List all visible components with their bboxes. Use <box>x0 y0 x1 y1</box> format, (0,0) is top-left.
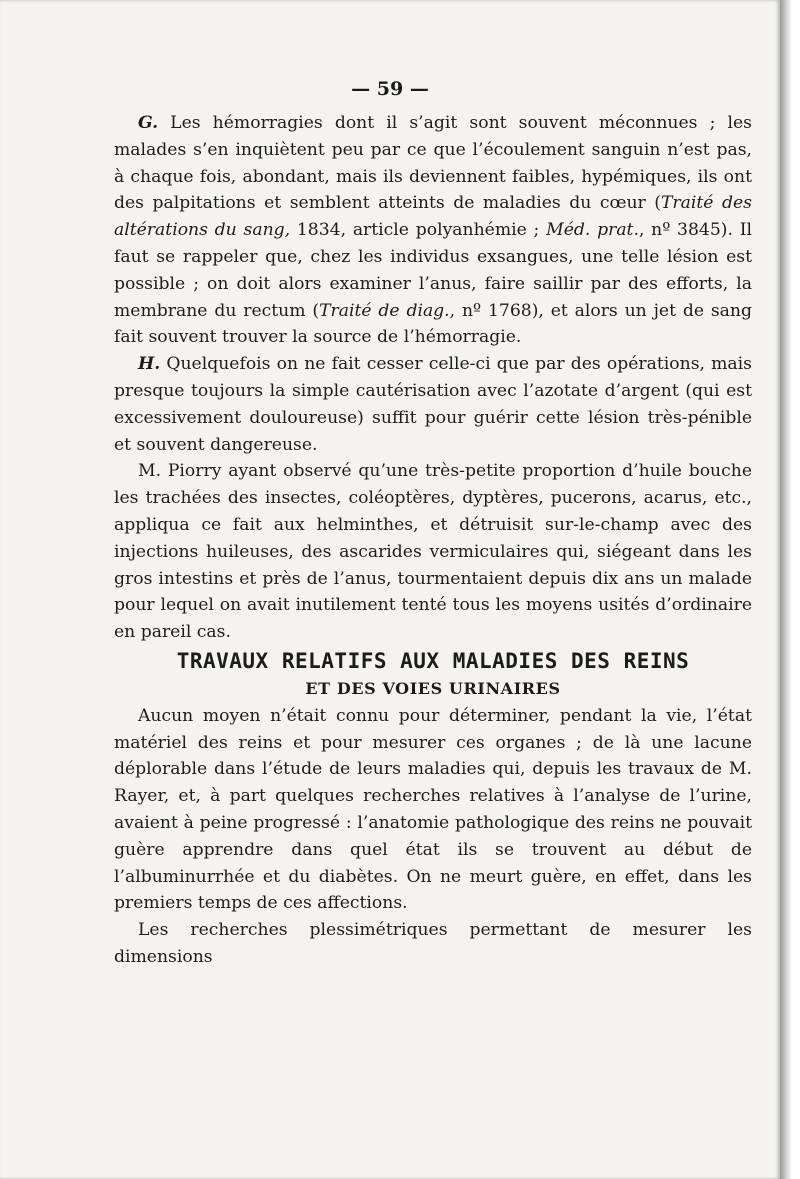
section-title: TRAVAUX RELATIFS AUX MALADIES DES REINS <box>176 648 690 673</box>
citation-med-prat: Méd. prat. <box>546 220 639 241</box>
paragraph-h: H. Quelquefois on ne fait cesser celle-ci que par des opérations, mais presque toujours la simple cautérisation avec l’azotate d’argent (qui est excessivement douloureuse) suffit pour guérir cette lésion très-pénible et souvent dangereuse. <box>114 354 752 455</box>
paragraph-reins-1: Aucun moyen n’était connu pour déterminer, pendant la vie, l’état matériel des reins et pour mesurer ces organes ; de là une lacune déplorable dans l’étude de leurs maladies qui, depuis les travaux de M. Rayer, et, à part quelques recherches relatives à l’analyse de l’urine, avaient à peine progressé : l’anatomie pathologique des reins ne pouvait guère apprendre dans quel état ils se trouvent au début de l’albuminurrhée et du diabètes. On ne meurt guère, en effet, dans les premiers temps de ces affections. <box>114 705 752 914</box>
paragraph-piorry: M. Piorry ayant observé qu’une très-petite proportion d’huile bouche les trachées des insectes, coléoptères, dyptères, pucerons, acarus, etc., appliqua ce fait aux helminthes, et détruisit sur-le-champ avec des injections huileuses, des ascarides vermiculaires qui, siégeant dans les gros intestins et près de l’anus, tourmentaient depuis dix ans un malade pour lequel on avait inutilement tenté tous les moyens usités d’ordinaire en pareil cas. <box>114 461 752 643</box>
body-text <box>114 110 752 971</box>
paragraph-reins-2: Les recherches plessimétriques permettant de mesurer les dimensions <box>114 920 752 967</box>
paragraph-lead-h: H. <box>138 354 161 375</box>
page-number: — 59 — <box>351 78 429 100</box>
page-edge-shadow <box>780 0 800 1179</box>
paragraph-g: G. Les hémorragies dont il s’agit sont souvent méconnues ; les malades s’en inquiètent peu par ce que l’écoulement sanguin n’est pas, à chaque fois, abondant, mais ils deviennent faibles, hypémiques, ils ont des palpitations et semblent atteints de maladies du cœur (Traité des altérations du sang, 1834, article polyanhémie ; Méd. prat., nº 3845). Il faut se rappeler que, chez les individus exsangues, une telle lésion est possible ; on doit alors examiner l’anus, faire saillir par des efforts, la membrane du rectum (Traité de diag., nº 1768), et alors un jet de sang fait souvent trouver la source de l’hémorragie. <box>114 113 752 348</box>
citation-traite-alterations: Traité des altérations du sang, <box>114 193 752 241</box>
citation-traite-diag: Traité de diag. <box>319 300 450 321</box>
paragraph-lead-g: G. <box>138 113 159 133</box>
section-subtitle: ET DES VOIES URINAIRES <box>305 678 561 698</box>
